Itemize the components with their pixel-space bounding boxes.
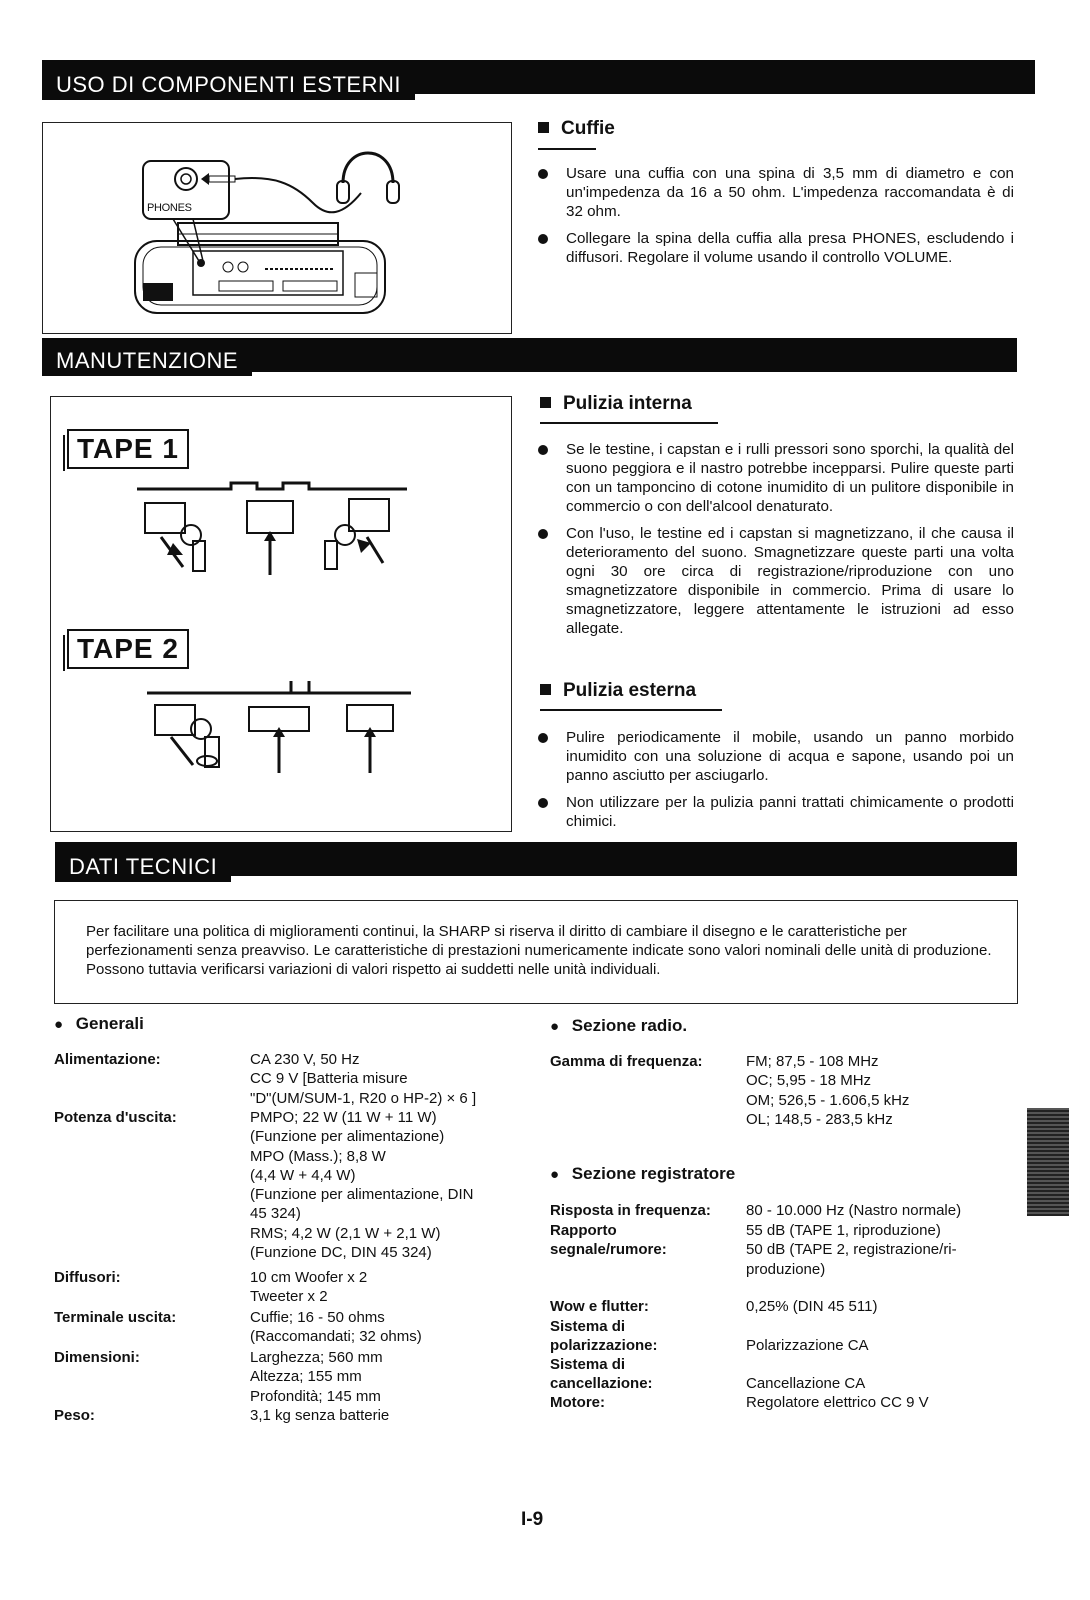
spec-row — [54, 1406, 524, 1426]
spec-value: 3,1 kg senza batterie — [250, 1407, 390, 1424]
registratore-specs — [550, 1201, 1020, 1413]
spec-label: Diffusori: — [54, 1269, 121, 1286]
spec-value: FM; 87,5 - 108 MHz — [746, 1053, 879, 1070]
list-item: Con l'uso, le testine ed i capstan si magnetizzano, il che causa il deterioramento del suono. Smagnetizzare queste parti una volta ogni 30 ore circa di registrazione/riproduzione con uno smagnetizzatore disponibile in commercio. Prima di usare lo smagnetizzatore, leggere attentamente le istruzioni ad esso allegate. — [534, 524, 1014, 638]
radio-heading — [550, 1016, 687, 1036]
spec-row — [54, 1268, 524, 1308]
cuffie-heading — [538, 118, 615, 140]
pulizia-esterna-heading — [540, 680, 696, 702]
tape2-label: TAPE 2 — [67, 629, 189, 669]
spec-label: Motore: — [550, 1394, 605, 1411]
cuffie-rule — [538, 148, 596, 150]
cuffie-list — [534, 164, 1014, 275]
spec-label: Terminale uscita: — [54, 1309, 177, 1326]
spec-label: Potenza d'uscita: — [54, 1109, 177, 1126]
spec-label: Dimensioni: — [54, 1349, 140, 1366]
pulizia-esterna-heading-text: Pulizia esterna — [563, 680, 697, 701]
headphones-diagram — [43, 123, 511, 333]
spec-row — [54, 1348, 524, 1406]
section-bar-uso — [42, 60, 1035, 97]
spec-value: Larghezza; 560 mm Altezza; 155 mm Profondità; 145 mm — [250, 1349, 383, 1405]
pulizia-interna-heading — [540, 393, 692, 415]
list-item: Se le testine, i capstan e i rulli pressori sono sporchi, la qualità del suono peggiora e il nastro potrebbe incepparsi. Pulire queste parti con un tamponcino di cotone inumidito di un pulitore disponibile in commercio o con dell'alcool denaturato. — [534, 440, 1014, 516]
spec-label: Peso: — [54, 1407, 95, 1424]
radio-specs — [550, 1052, 1010, 1129]
spec-value: Cuffie; 16 - 50 ohms (Raccomandati; 32 ohms) — [250, 1309, 422, 1346]
spec-value: CA 230 V, 50 Hz CC 9 V [Batteria misure "D"(UM/SUM-1, R20 o HP-2) × 6 ] — [250, 1051, 477, 1107]
generali-heading-text: Generali — [75, 1014, 144, 1033]
tape2-mechanism-diagram — [141, 677, 441, 777]
spec-value: 55 dB (TAPE 1, riproduzione) 50 dB (TAPE 2, registrazione/ri- produzione) — [746, 1222, 957, 1278]
spec-value: PMPO; 22 W (11 W + 11 W) (Funzione per alimentazione) MPO (Mass.); 8,8 W (4,4 W + 4,4 W) (Funzione per alimentazione, DIN 45 324) RMS; 4,2 W (2,1 W + 2,1 W) (Funzione DC, DIN 45 324) — [250, 1109, 474, 1262]
section-title-dati: DATI TECNICI — [55, 852, 231, 882]
spec-row — [550, 1317, 1020, 1355]
tape1-label: TAPE 1 — [67, 429, 189, 469]
spec-row — [550, 1297, 1020, 1317]
pulizia-esterna-rule — [540, 709, 722, 711]
spec-label: Risposta in frequenza: — [550, 1202, 711, 1219]
spec-value: OL; 148,5 - 283,5 kHz — [746, 1110, 893, 1128]
spec-label: Alimentazione: — [54, 1051, 161, 1068]
list-item: Collegare la spina della cuffia alla presa PHONES, escludendo i diffusori. Regolare il volume usando il controllo VOLUME. — [534, 229, 1014, 267]
spec-row — [54, 1108, 524, 1268]
spec-value: 0,25% (DIN 45 511) — [746, 1298, 878, 1315]
spec-value: 10 cm Woofer x 2 Tweeter x 2 — [250, 1269, 368, 1306]
cuffie-heading-text: Cuffie — [561, 118, 615, 139]
spec-row — [54, 1308, 524, 1348]
generali-heading — [54, 1014, 144, 1034]
spec-label: Sistema di polarizzazione: — [550, 1318, 658, 1355]
list-item: Non utilizzare per la pulizia panni trattati chimicamente o prodotti chimici. — [534, 793, 1014, 831]
spec-row — [550, 1355, 1020, 1393]
pulizia-esterna-list — [534, 728, 1014, 839]
spec-label: Wow e flutter: — [550, 1298, 649, 1315]
tape-illustration — [50, 396, 512, 832]
section-bar-dati — [55, 842, 1017, 879]
spec-row — [54, 1050, 524, 1108]
spec-label: Sistema di cancellazione: — [550, 1356, 653, 1393]
section-title-manutenzione: MANUTENZIONE — [42, 346, 252, 376]
notice-text: Per facilitare una politica di miglioramenti continui, la SHARP si riserva il diritto di cambiare il disegno e le caratteristiche per perfezionamenti senza preavviso. Le caratteristiche di prestazioni numericamente indicate sono valori nominali delle unità di produzione. Possono tuttavia verificarsi variazioni di valori rispetto ai suddetti nelle unità individuali. — [86, 923, 992, 978]
spec-value: Cancellazione CA — [746, 1375, 866, 1393]
language-tab-marker — [1027, 1108, 1069, 1216]
radio-heading-text: Sezione radio. — [571, 1016, 688, 1035]
spec-row — [550, 1393, 1020, 1413]
spec-value: Regolatore elettrico CC 9 V — [746, 1394, 929, 1411]
spec-row — [550, 1221, 1020, 1297]
spec-label: Gamma di frequenza: — [550, 1053, 703, 1070]
pulizia-interna-list — [534, 440, 1014, 646]
list-item: Usare una cuffia con una spina di 3,5 mm di diametro e con un'impedenza da 16 a 50 ohm. L'impedenza raccomandata è di 32 ohm. — [534, 164, 1014, 221]
registratore-heading-text: Sezione registratore — [571, 1164, 736, 1183]
headphones-illustration — [42, 122, 512, 334]
spec-label: Rapporto segnale/rumore: — [550, 1222, 667, 1259]
pulizia-interna-heading-text: Pulizia interna — [563, 393, 692, 414]
list-item: Pulire periodicamente il mobile, usando un panno morbido inumidito con una soluzione di acqua e sapone, usando poi un panno asciutto per asciugarlo. — [534, 728, 1014, 785]
spec-value: OM; 526,5 - 1.606,5 kHz — [746, 1091, 910, 1109]
spec-value: Polarizzazione CA — [746, 1337, 869, 1355]
tape1-mechanism-diagram — [131, 477, 431, 587]
radio-values — [746, 1052, 1010, 1129]
generali-specs — [54, 1050, 524, 1426]
spec-value: 80 - 10.000 Hz (Nastro normale) — [746, 1202, 962, 1219]
section-title-uso: USO DI COMPONENTI ESTERNI — [42, 70, 415, 100]
spec-value: OC; 5,95 - 18 MHz — [746, 1072, 872, 1090]
section-bar-manutenzione — [42, 338, 1017, 372]
registratore-heading — [550, 1164, 735, 1184]
pulizia-interna-rule — [540, 422, 718, 424]
page-number: I-9 — [521, 1509, 544, 1530]
phones-jack-label: PHONES — [147, 202, 192, 214]
spec-row — [550, 1201, 1020, 1221]
